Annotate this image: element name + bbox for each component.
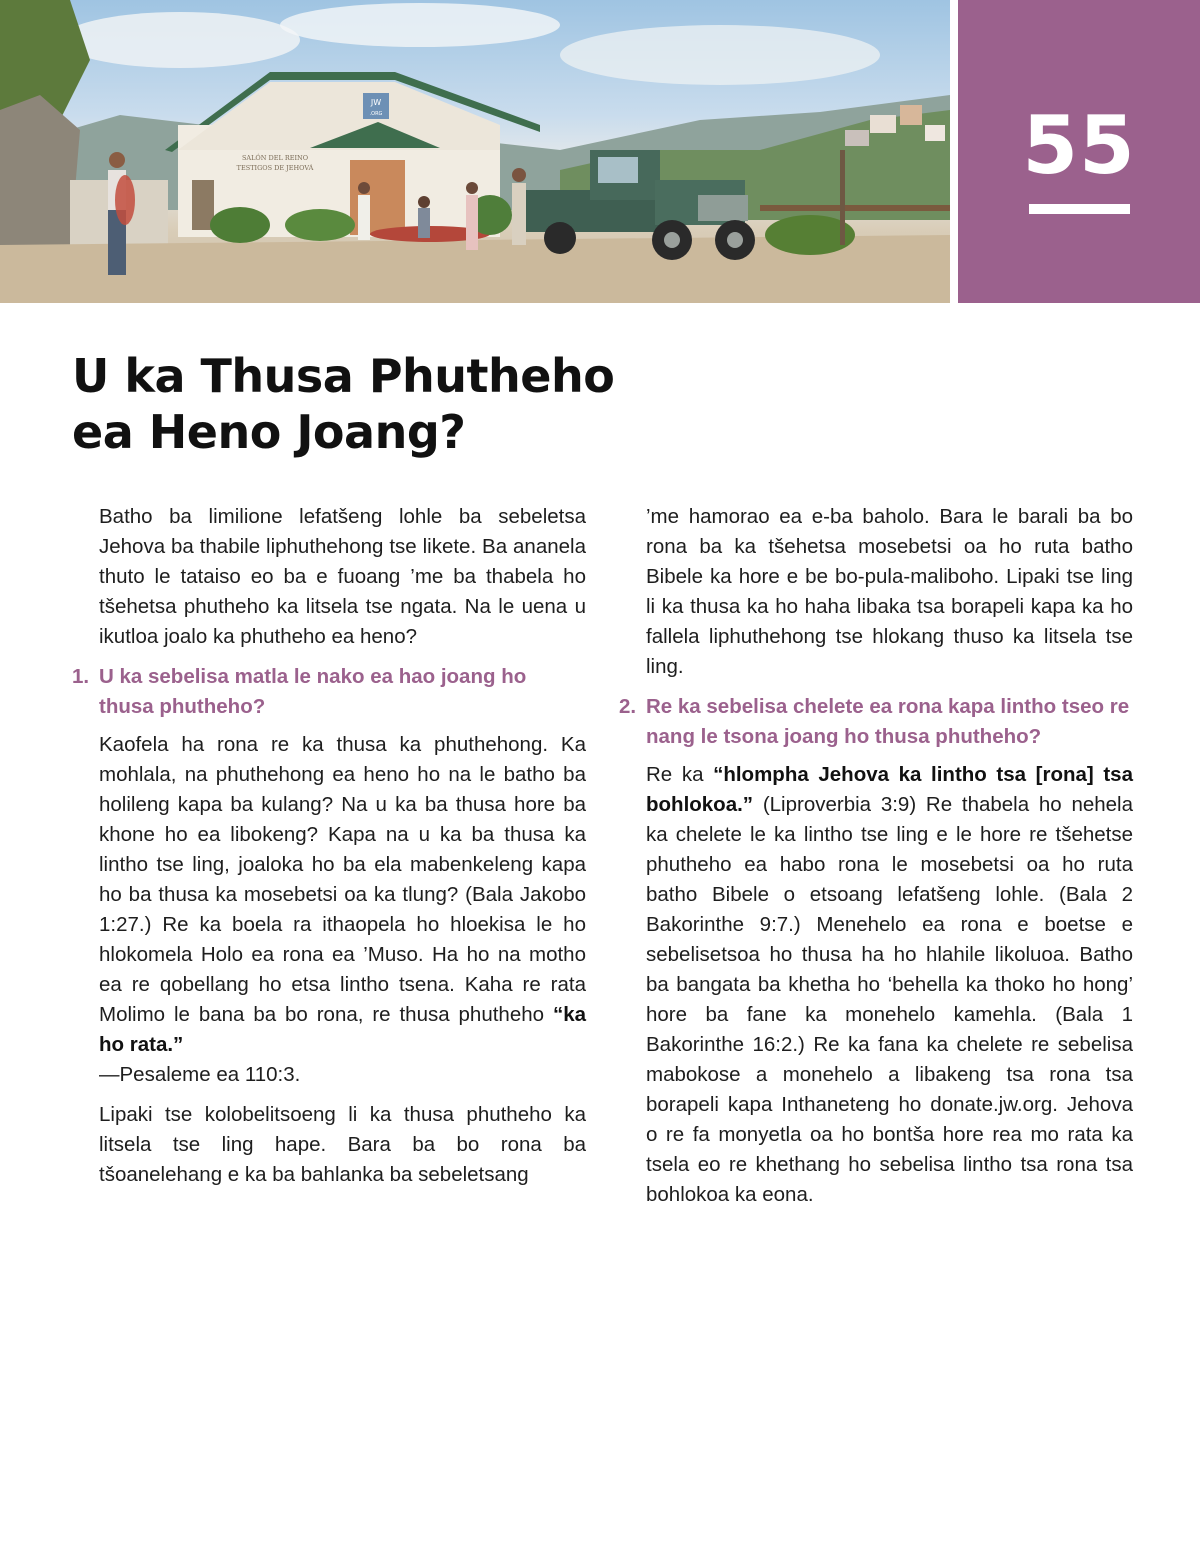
section-1-p1-quote: “ka ho rata.” <box>99 1003 586 1056</box>
section-1-paragraph-2: Lipaki tse kolobelitsoeng li ka thusa phutheho ka litsela tse ling hape. Bara ba bo rona ba tšoanelehang e ka ba bahlanka ba sebeletsang <box>99 1103 586 1186</box>
section-2-p1-text: (Liproverbia 3:9) Re thabela ho nehela ka chelete le ka lintho tse ling e le hore re tšehetse phutheho ea habo rona le mosebetsi oa ho ruta batho Bibele o etsoang lefatšeng lohle. (Bala 2 Bakorinthe 9:7.) Menehelo ea rona e boetse e sebelisetsoa ho thusa ha ho hlahile likoluoa. Batho ba bangata ba khetha ho ‘behella ka thoko ho hong’ hore ba fane ka monehelo kamehla. (Bala 1 Bakorinthe 16:2.) Re ka fana ka chelete re sebelisa mabokose a monehelo a libakeng tsa rona tsa borapeli kapa Inthaneteng ho donate.jw.org. Jehova o re fa monyetla oa ho bontša hore rea mo rata ka tsela eo re khethang ho sebelisa lintho tsa rona tsa bohlokoa ka eona. <box>646 793 1133 1206</box>
right-column <box>619 502 1133 1220</box>
left-column <box>72 502 586 1200</box>
section-2-p1-lead: Re ka <box>646 763 704 786</box>
svg-text:TESTIGOS DE JEHOVÁ: TESTIGOS DE JEHOVÁ <box>236 164 314 172</box>
section-1-paragraph-2-continued: ’me hamorao ea e-ba baholo. Bara le barali ba bo rona ba ka tšehetsa mosebetsi oa ho ruta batho Bibele ka hore e be bo-pula-maliboho. Lipaki tse ling li ka thusa ka ho haha libaka tsa borapeli kapa ka ho fallela liphuthehong tse hlokang thuso ka litsela tse ling. <box>646 505 1133 678</box>
hall-sign: SALÓN DEL REINO <box>241 154 309 162</box>
section-2-question <box>619 692 1133 752</box>
page-title-line-1: U ka Thusa Phutheho <box>72 349 615 403</box>
svg-text:JW: JW <box>370 98 382 107</box>
section-2-question-text: Re ka sebelisa chelete ea rona kapa lintho tseo re nang le tsona joang ho thusa phutheho? <box>646 695 1130 748</box>
section-2-p1-quote: “hlompha Jehova ka lintho tsa [rona] tsa bohlokoa.” <box>646 763 1133 816</box>
section-2-number: 2. <box>619 695 637 718</box>
header-photo <box>0 0 950 303</box>
intro-paragraph: Batho ba limilione lefatšeng lohle ba sebeletsa Jehova ba thabile liphuthehong tse likete. Ba ananela thuto le tataiso eo ba e fuoang ’me ba thabela ho tšehetsa phutheho ka litsela tse ngata. Na le uena u ikutloa joalo ka phutheho ea heno? <box>99 505 586 648</box>
section-1-p1-text: Kaofela ha rona re ka thusa ka phuthehong. Ka mohlala, na phuthehong ea heno ho na le batho ba holileng kapa ba kulang? Na u ka ba thusa hore ba khone ho ea libokeng? Kapa na u ka ba thusa ka lintho tse ling, joaloka ho ba ela mabenkeleng kapa ho ba thusa ka mosebetsi oa ka tlung? (Bala Jakobo 1:27.) Re ka boela ra ithaopela ho hloekisa le ho hlokomela Holo ea rona ea ’Muso. Ha ho na motho ea re qobellang ho etsa lintho tsena. Kaha re rata Molimo le bana ba bo rona, re thusa phutheho <box>99 733 586 1026</box>
page-title-line-2: ea Heno Joang? <box>72 405 466 459</box>
chapter-underline <box>1029 204 1130 214</box>
kingdom-hall-illustration <box>0 0 950 303</box>
section-1-question <box>72 662 586 722</box>
section-2-paragraph-1 <box>646 760 1133 1210</box>
chapter-number: 55 <box>1022 99 1136 192</box>
section-1-paragraph-1 <box>99 730 586 1090</box>
page-title <box>72 348 632 460</box>
svg-text:.ORG: .ORG <box>369 111 383 117</box>
section-1-number: 1. <box>72 665 90 688</box>
section-1-question-text: U ka sebelisa matla le nako ea hao joang ho thusa phutheho? <box>99 665 527 718</box>
section-1-p1-reference: —Pesaleme ea 110:3. <box>99 1063 301 1086</box>
chapter-badge <box>958 0 1200 303</box>
